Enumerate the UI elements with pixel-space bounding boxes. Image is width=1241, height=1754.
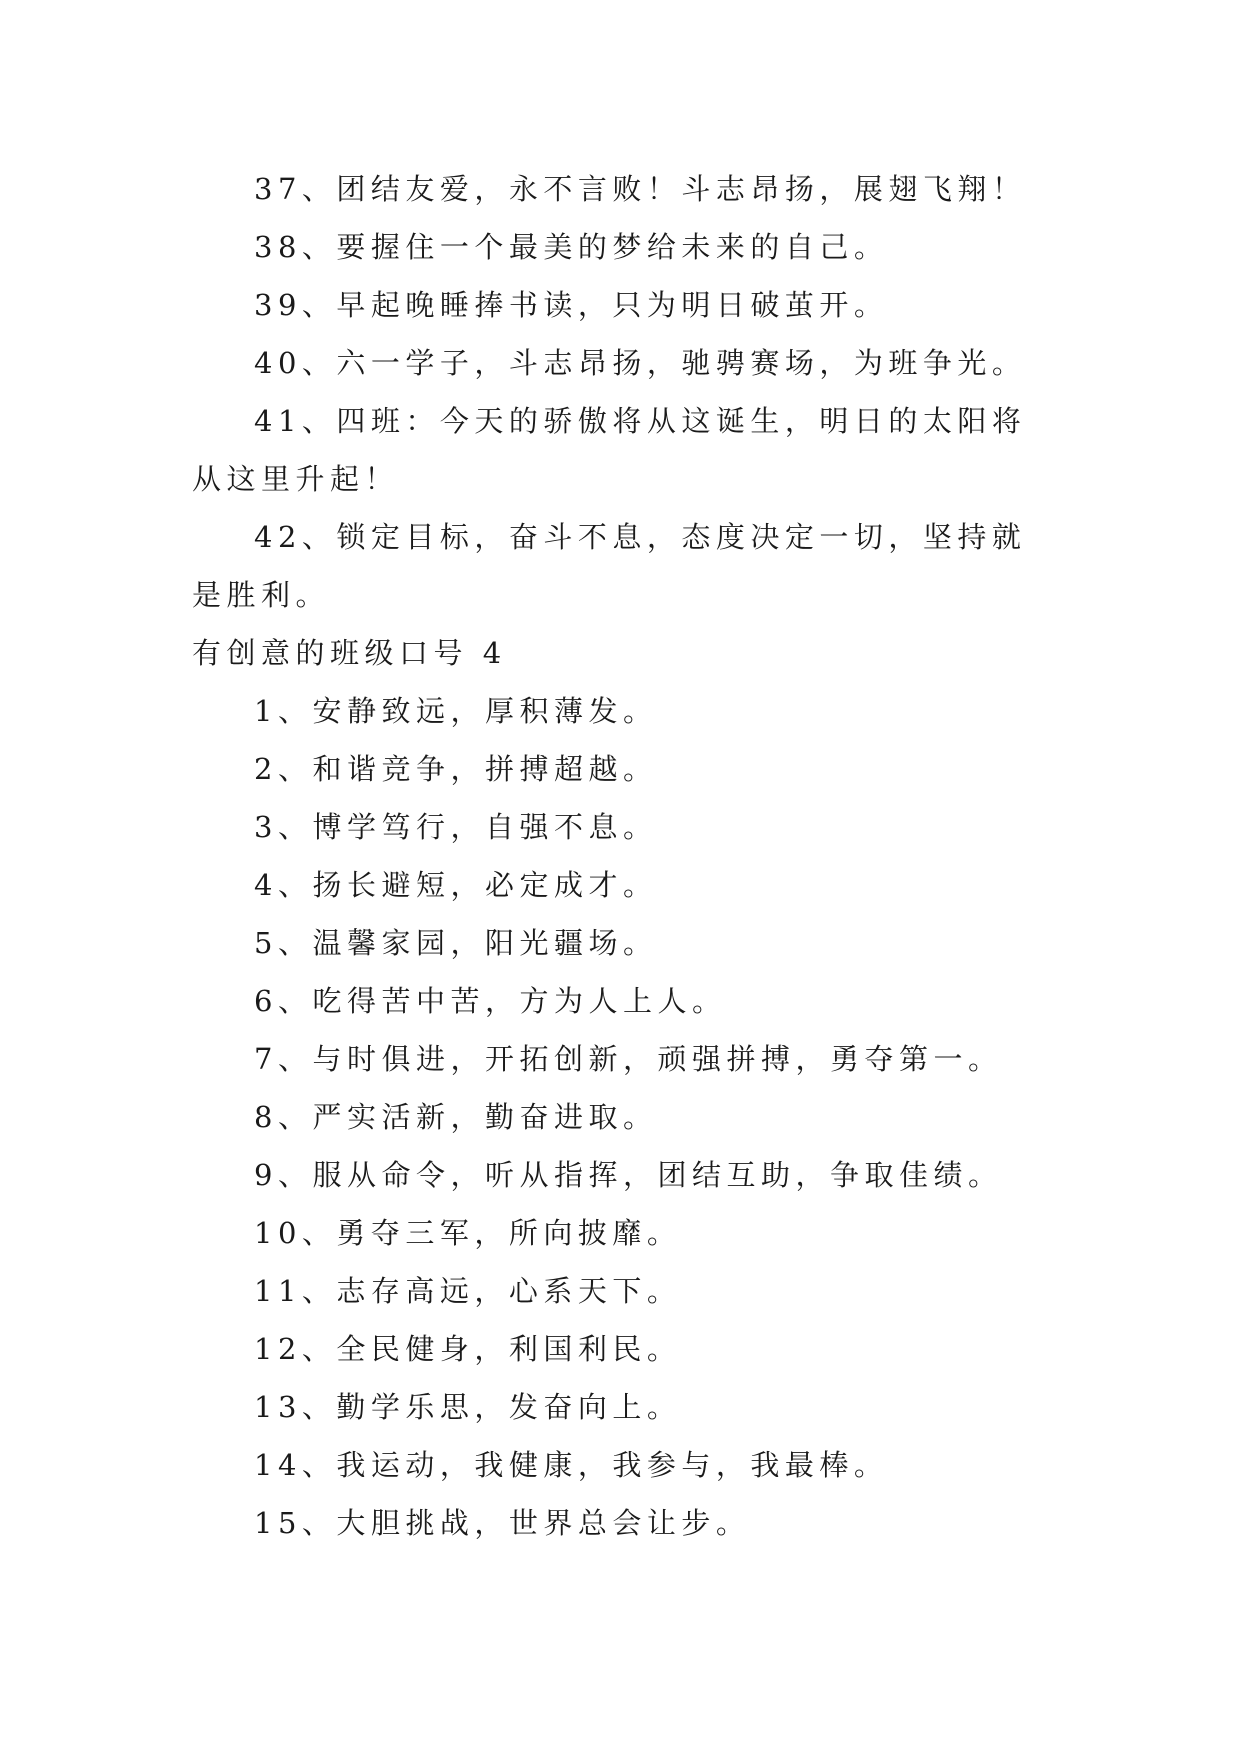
slogan-4: 4、扬长避短，必定成才。 — [254, 868, 658, 902]
slogan-39: 39、早起晚睡捧书读，只为明日破茧开。 — [254, 288, 889, 322]
slogan-7: 7、与时俱进，开拓创新，顽强拼搏，勇夺第一。 — [254, 1042, 1003, 1076]
slogan-1: 1、安静致远，厚积薄发。 — [254, 694, 658, 728]
slogan-41: 41、四班：今天的骄傲将从这诞生，明日的太阳将从这里升起！ — [192, 404, 1027, 496]
slogan-37: 37、团结友爱，永不言败！斗志昂扬，展翅飞翔！ — [254, 172, 1027, 206]
section-heading: 有创意的班级口号 4 — [192, 636, 507, 670]
slogan-15: 15、大胆挑战，世界总会让步。 — [254, 1506, 751, 1540]
slogan-8: 8、严实活新，勤奋进取。 — [254, 1100, 658, 1134]
slogan-12: 12、全民健身，利国利民。 — [254, 1332, 682, 1366]
slogan-3: 3、博学笃行，自强不息。 — [254, 810, 658, 844]
slogan-5: 5、温馨家园，阳光疆场。 — [254, 926, 658, 960]
slogan-11: 11、志存高远，心系天下。 — [254, 1274, 682, 1308]
slogan-38: 38、要握住一个最美的梦给未来的自己。 — [254, 230, 889, 264]
slogan-42: 42、锁定目标，奋斗不息，态度决定一切，坚持就是胜利。 — [192, 520, 1027, 612]
document-page — [192, 160, 1052, 1552]
slogan-40: 40、六一学子，斗志昂扬，驰骋赛场，为班争光。 — [254, 346, 1027, 380]
slogan-14: 14、我运动，我健康，我参与，我最棒。 — [254, 1448, 889, 1482]
slogan-2: 2、和谐竞争，拼搏超越。 — [254, 752, 658, 786]
slogan-6: 6、吃得苦中苦，方为人上人。 — [254, 984, 727, 1018]
slogan-10: 10、勇夺三军，所向披靡。 — [254, 1216, 682, 1250]
slogan-9: 9、服从命令，听从指挥，团结互助，争取佳绩。 — [254, 1158, 1003, 1192]
slogan-13: 13、勤学乐思，发奋向上。 — [254, 1390, 682, 1424]
